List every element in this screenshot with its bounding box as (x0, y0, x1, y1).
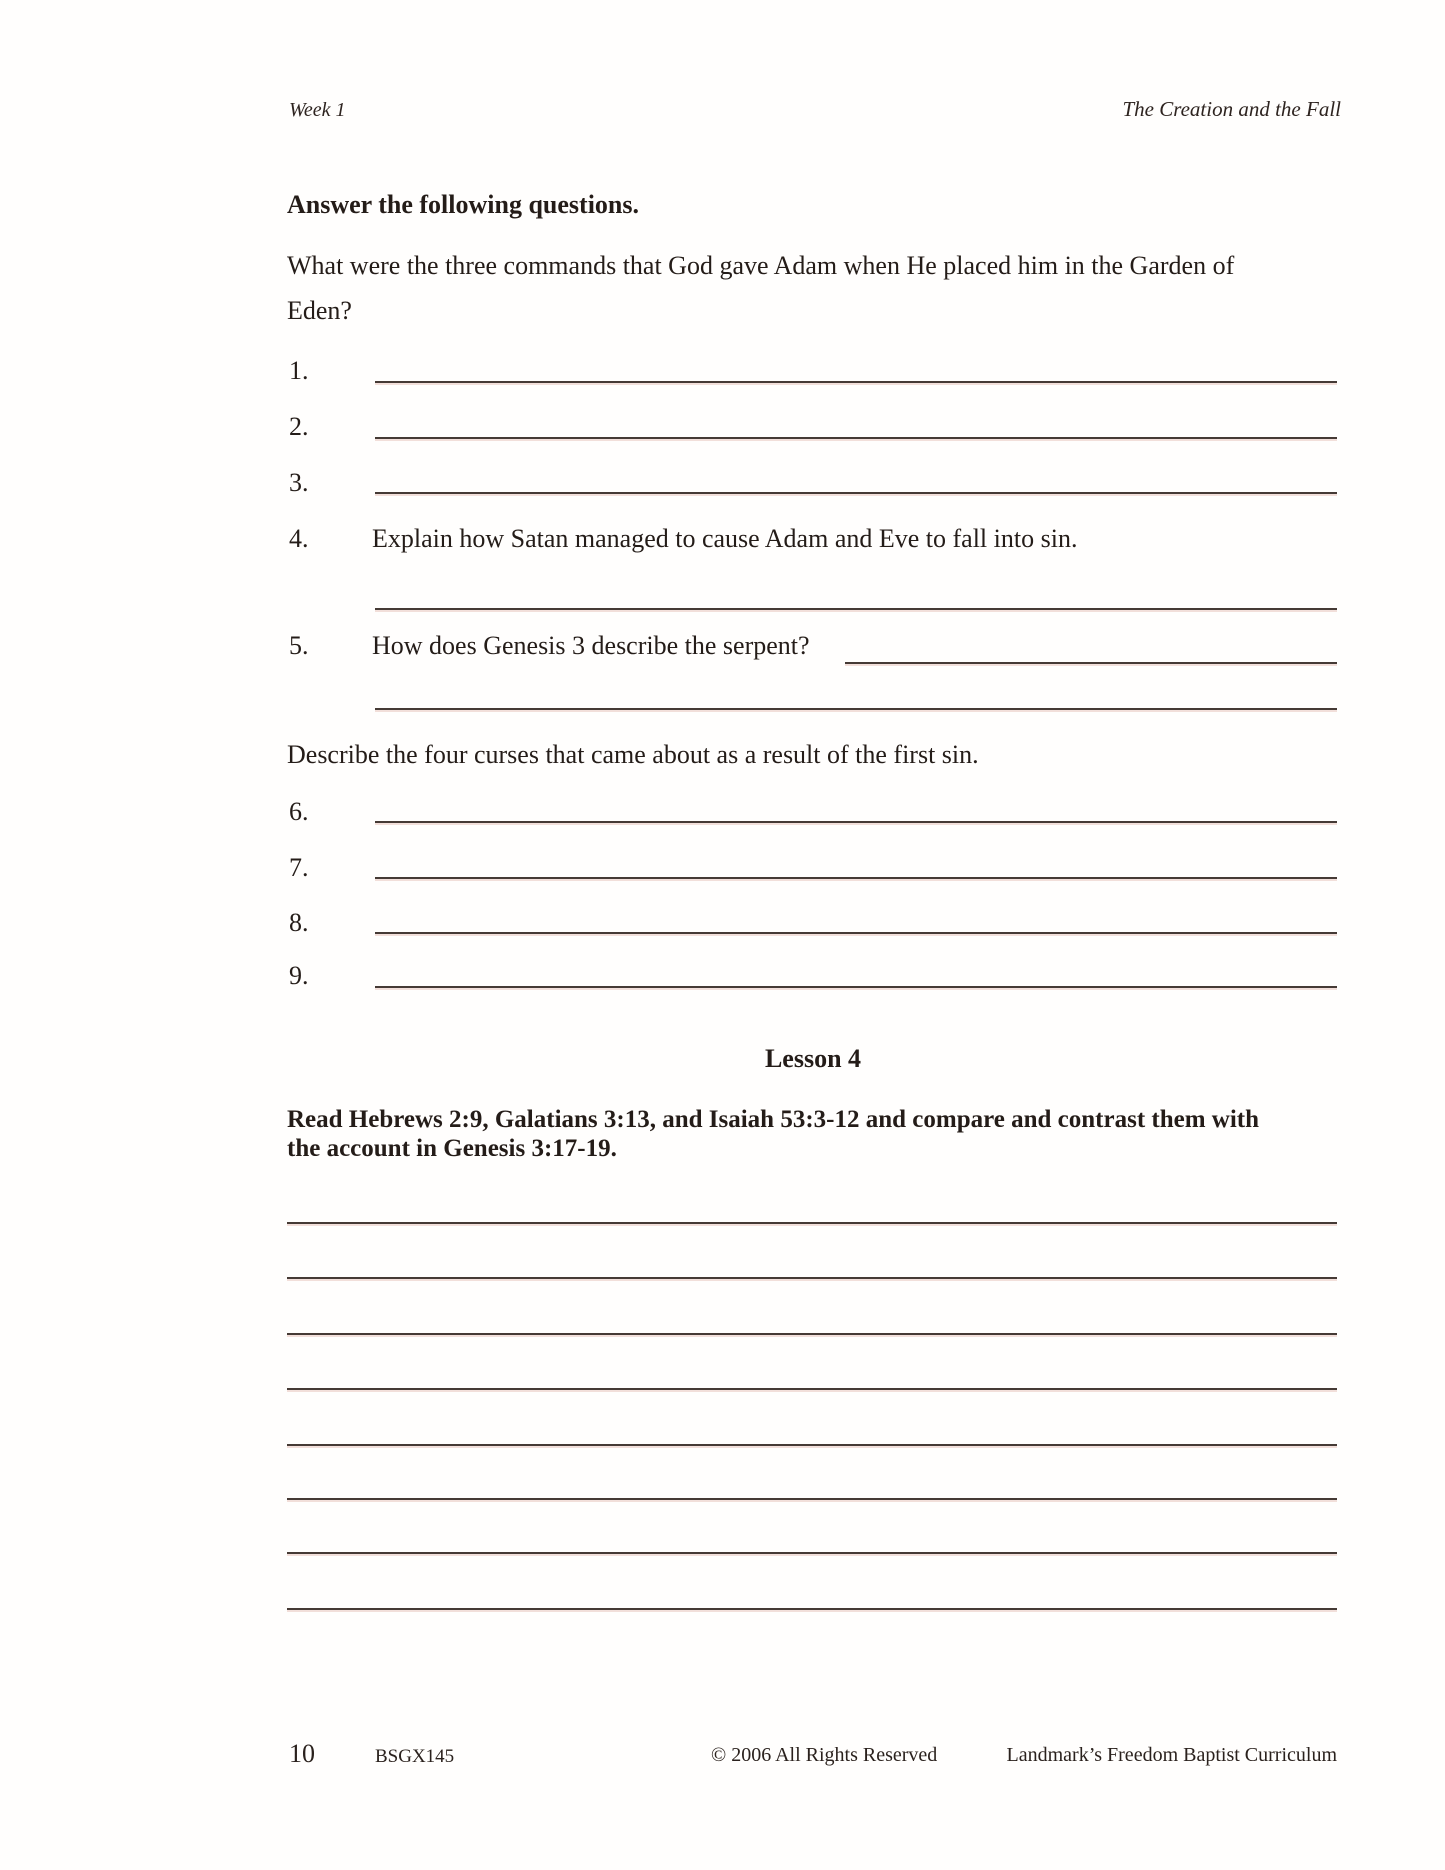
answer-line-3 (375, 492, 1337, 494)
question-number-5: 5. (289, 631, 309, 660)
lesson-heading: Lesson 4 (764, 1044, 862, 1073)
question-4-text: Explain how Satan managed to cause Adam and Eve to fall into sin. (372, 524, 1078, 553)
intro-question (287, 243, 1234, 333)
product-code: BSGX145 (375, 1746, 455, 1767)
lesson-instructions-line-2: the account in Genesis 3:17-19. (287, 1135, 617, 1162)
question-number-7: 7. (289, 853, 309, 882)
essay-answer-line-7 (287, 1552, 1337, 1554)
lesson-instructions (287, 1105, 1259, 1163)
question-number-1: 1. (289, 356, 309, 385)
question-number-9: 9. (289, 961, 309, 990)
lesson-instructions-line-1: Read Hebrews 2:9, Galatians 3:13, and Isaiah 53:3-12 and compare and contrast them with (287, 1106, 1260, 1133)
question-number-6: 6. (289, 797, 309, 826)
essay-answer-line-4 (287, 1388, 1337, 1390)
question-number-2: 2. (289, 412, 309, 441)
essay-answer-line-8 (287, 1608, 1337, 1610)
answer-line-2 (375, 437, 1337, 439)
question-5-answer-line-inline (845, 662, 1337, 664)
copyright-notice: © 2006 All Rights Reserved (711, 1744, 938, 1766)
unit-title: The Creation and the Fall (1122, 97, 1341, 121)
answer-line-1 (375, 381, 1337, 383)
page-number: 10 (289, 1739, 315, 1768)
question-number-3: 3. (289, 468, 309, 497)
answer-line-8 (375, 932, 1337, 934)
essay-answer-line-6 (287, 1498, 1337, 1500)
publisher-name: Landmark’s Freedom Baptist Curriculum (1006, 1744, 1337, 1766)
essay-answer-line-3 (287, 1333, 1337, 1335)
intro-question-line-2: Eden? (287, 296, 352, 325)
essay-answer-line-1 (287, 1222, 1337, 1224)
question-5-answer-line (375, 708, 1337, 710)
question-5-text: How does Genesis 3 describe the serpent? (372, 631, 810, 660)
answer-line-7 (375, 877, 1337, 879)
question-number-8: 8. (289, 908, 309, 937)
answer-line-9 (375, 986, 1337, 988)
question-number-4: 4. (289, 524, 309, 553)
question-4-answer-line (375, 608, 1337, 610)
answer-line-6 (375, 821, 1337, 823)
section-heading: Answer the following questions. (287, 190, 640, 219)
essay-answer-line-5 (287, 1444, 1337, 1446)
intro-question-line-1: What were the three commands that God gave Adam when He placed him in the Garden of (287, 251, 1235, 280)
essay-answer-line-2 (287, 1277, 1337, 1279)
week-label: Week 1 (289, 99, 346, 121)
second-prompt: Describe the four curses that came about as a result of the first sin. (287, 740, 979, 769)
